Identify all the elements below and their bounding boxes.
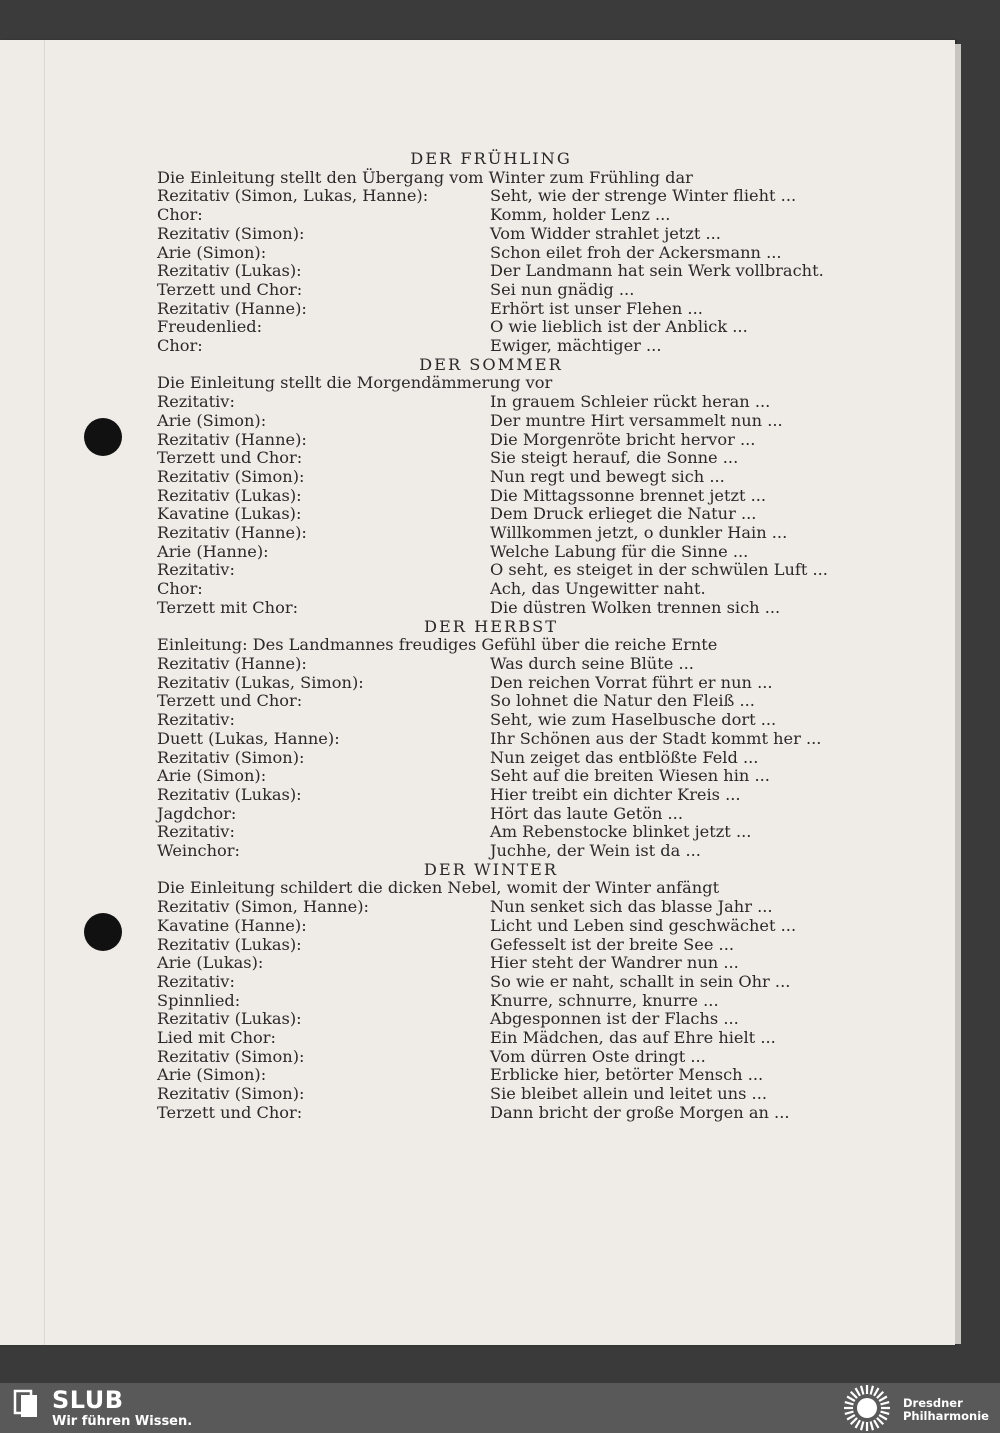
- philharmonie-sunburst-icon[interactable]: [841, 1384, 893, 1432]
- philharmonie-name[interactable]: [903, 1397, 989, 1423]
- entry-form: Arie (Lukas):: [157, 953, 264, 973]
- program-entry: [157, 318, 857, 337]
- entry-incipit: In grauem Schleier rückt heran ...: [490, 392, 771, 412]
- philharmonie-name-line2: Philharmonie: [903, 1409, 989, 1423]
- entry-incipit: Ewiger, mächtiger ...: [490, 336, 662, 356]
- entry-form: Freudenlied:: [157, 317, 263, 337]
- program-entry: [157, 674, 857, 693]
- sunburst-ray: [851, 1392, 857, 1398]
- entry-incipit: Die Morgenröte bricht hervor ...: [490, 429, 756, 449]
- program-entry: [157, 468, 857, 487]
- program-entry: [157, 842, 857, 861]
- entry-incipit: Welche Labung für die Sinne ...: [490, 541, 749, 561]
- entry-form: Kavatine (Hanne):: [157, 915, 307, 935]
- program-entry: [157, 786, 857, 805]
- program-entry: [157, 300, 857, 319]
- program-entry: [157, 412, 857, 431]
- entry-incipit: Hier steht der Wandrer nun ...: [490, 953, 739, 973]
- entry-form: Chor:: [157, 336, 203, 356]
- entry-form: Rezitativ (Simon):: [157, 223, 305, 243]
- program-entry: [157, 225, 857, 244]
- program-entry: [157, 561, 857, 580]
- entry-incipit: Sie bleibet allein und leitet uns ...: [490, 1084, 767, 1104]
- entry-incipit: Dann bricht der große Morgen an ...: [490, 1102, 790, 1122]
- binding-fold-line: [44, 40, 45, 1345]
- sunburst-ray: [874, 1388, 879, 1396]
- program-entry: [157, 936, 857, 955]
- program-entry: [157, 337, 857, 356]
- entry-form: Terzett und Chor:: [157, 1102, 303, 1122]
- entry-form: Rezitativ:: [157, 971, 235, 991]
- entry-form: Arie (Hanne):: [157, 541, 269, 561]
- program-entry: [157, 917, 857, 936]
- entry-form: Rezitativ (Lukas):: [157, 934, 302, 954]
- entry-form: Rezitativ (Lukas):: [157, 784, 302, 804]
- page-edge: [955, 44, 961, 1344]
- program-entry: [157, 749, 857, 768]
- entry-form: Rezitativ:: [157, 710, 235, 730]
- entry-form: Rezitativ (Lukas):: [157, 1009, 302, 1029]
- program-entry: [157, 487, 857, 506]
- entry-form: Arie (Simon):: [157, 766, 267, 786]
- program-entry: [157, 393, 857, 412]
- viewer-footer-bar: [0, 1383, 1000, 1433]
- entry-form: Terzett und Chor:: [157, 691, 303, 711]
- program-entry: [157, 599, 857, 618]
- entry-form: Rezitativ (Hanne):: [157, 653, 307, 673]
- section-title: DER SOMMER: [419, 354, 563, 374]
- sunburst-ray: [877, 1392, 883, 1398]
- program-entry: [157, 262, 857, 281]
- section-intro: Die Einleitung schildert die dicken Nebel, womit der Winter anfängt: [157, 878, 720, 898]
- sunburst-ray: [874, 1420, 879, 1428]
- entry-incipit: Seht auf die breiten Wiesen hin ...: [490, 766, 770, 786]
- program-entry: [157, 973, 857, 992]
- entry-form: Rezitativ:: [157, 560, 235, 580]
- program-entry: [157, 580, 857, 599]
- season-section: [157, 861, 857, 1123]
- entry-form: Lied mit Chor:: [157, 1028, 276, 1048]
- entry-incipit: Abgesponnen ist der Flachs ...: [490, 1009, 739, 1029]
- entry-form: Rezitativ (Lukas):: [157, 261, 302, 281]
- program-entry: [157, 1104, 857, 1123]
- punch-hole-lower: [84, 913, 122, 951]
- entry-form: Terzett und Chor:: [157, 448, 303, 468]
- entry-incipit: So lohnet die Natur den Fleiß ...: [490, 691, 755, 711]
- sunburst-ray: [845, 1402, 854, 1404]
- entry-form: Terzett und Chor:: [157, 279, 303, 299]
- entry-incipit: Nun senket sich das blasse Jahr ...: [490, 897, 773, 917]
- entry-incipit: Sei nun gnädig ...: [490, 279, 635, 299]
- entry-incipit: Die Mittagssonne brennet jetzt ...: [490, 485, 767, 505]
- program-entry: [157, 805, 857, 824]
- entry-form: Rezitativ (Hanne):: [157, 523, 307, 543]
- entry-incipit: Der muntre Hirt versammelt nun ...: [490, 410, 783, 430]
- program-entry: [157, 524, 857, 543]
- sunburst-ray: [881, 1412, 890, 1414]
- entry-incipit: O seht, es steiget in der schwülen Luft ...: [490, 560, 828, 580]
- program-entry: [157, 281, 857, 300]
- program-listing: [157, 150, 857, 1123]
- program-entry: [157, 1048, 857, 1067]
- entry-incipit: Sie steigt herauf, die Sonne ...: [490, 448, 739, 468]
- entry-incipit: Willkommen jetzt, o dunkler Hain ...: [490, 523, 788, 543]
- entry-incipit: Dem Druck erlieget die Natur ...: [490, 504, 757, 524]
- entry-form: Rezitativ (Hanne):: [157, 429, 307, 449]
- section-intro: Die Einleitung stellt den Übergang vom Winter zum Frühling dar: [157, 167, 693, 187]
- sunburst-ray: [881, 1402, 890, 1404]
- season-section: [157, 150, 857, 356]
- punch-hole-upper: [84, 418, 122, 456]
- entry-form: Arie (Simon):: [157, 410, 267, 430]
- season-section: [157, 618, 857, 861]
- entry-form: Arie (Simon):: [157, 1065, 267, 1085]
- program-entry: [157, 206, 857, 225]
- entry-form: Kavatine (Lukas):: [157, 504, 302, 524]
- entry-incipit: Erblicke hier, betörter Mensch ...: [490, 1065, 764, 1085]
- program-entry: [157, 1010, 857, 1029]
- entry-form: Rezitativ (Simon):: [157, 1084, 305, 1104]
- entry-form: Rezitativ (Lukas):: [157, 485, 302, 505]
- program-entry: [157, 655, 857, 674]
- program-entry: [157, 543, 857, 562]
- entry-incipit: Knurre, schnurre, knurre ...: [490, 990, 719, 1010]
- entry-incipit: Erhört ist unser Flehen ...: [490, 298, 703, 318]
- entry-incipit: Hier treibt ein dichter Kreis ...: [490, 784, 741, 804]
- entry-incipit: Vom dürren Oste dringt ...: [490, 1046, 706, 1066]
- entry-incipit: Was durch seine Blüte ...: [490, 653, 694, 673]
- section-intro: Einleitung: Des Landmannes freudiges Gefühl über die reiche Ernte: [157, 635, 718, 655]
- entry-incipit: Hört das laute Getön ...: [490, 803, 683, 823]
- program-entry: [157, 954, 857, 973]
- sunburst-ray: [871, 1422, 873, 1431]
- program-entry: [157, 449, 857, 468]
- entry-form: Rezitativ:: [157, 822, 235, 842]
- entry-incipit: Den reichen Vorrat führt er nun ...: [490, 672, 773, 692]
- slub-brand[interactable]: SLUB: [52, 1386, 124, 1414]
- entry-incipit: Nun zeiget das entblößte Feld ...: [490, 747, 759, 767]
- section-title: DER FRÜHLING: [410, 149, 572, 168]
- sunburst-ray: [847, 1415, 855, 1420]
- slub-logo-icon[interactable]: [13, 1389, 39, 1419]
- entry-form: Rezitativ (Simon):: [157, 1046, 305, 1066]
- scan-background: [0, 0, 1000, 40]
- entry-form: Spinnlied:: [157, 990, 241, 1010]
- entry-incipit: Am Rebenstocke blinket jetzt ...: [490, 822, 752, 842]
- entry-form: Rezitativ:: [157, 392, 235, 412]
- program-entry: [157, 823, 857, 842]
- entry-incipit: Ihr Schönen aus der Stadt kommt her ...: [490, 728, 822, 748]
- entry-form: Jagdchor:: [157, 803, 237, 823]
- entry-form: Arie (Simon):: [157, 242, 267, 262]
- entry-incipit: Seht, wie zum Haselbusche dort ...: [490, 710, 777, 730]
- section-intro: Die Einleitung stellt die Morgendämmerung vor: [157, 373, 553, 393]
- program-entry: [157, 711, 857, 730]
- program-entry: [157, 730, 857, 749]
- entry-form: Chor:: [157, 205, 203, 225]
- season-section: [157, 356, 857, 618]
- entry-form: Rezitativ (Simon, Hanne):: [157, 897, 369, 917]
- entry-form: Rezitativ (Lukas, Simon):: [157, 672, 364, 692]
- entry-incipit: Licht und Leben sind geschwächet ...: [490, 915, 797, 935]
- entry-incipit: Seht, wie der strenge Winter flieht ...: [490, 186, 797, 206]
- entry-form: Rezitativ (Simon, Lukas, Hanne):: [157, 186, 429, 206]
- slub-tagline: Wir führen Wissen.: [52, 1414, 193, 1429]
- entry-incipit: Nun regt und bewegt sich ...: [490, 466, 725, 486]
- entry-incipit: Gefesselt ist der breite See ...: [490, 934, 734, 954]
- program-entry: [157, 1029, 857, 1048]
- sunburst-ray: [879, 1397, 887, 1402]
- philharmonie-name-line1: Dresdner: [903, 1396, 963, 1410]
- entry-form: Terzett mit Chor:: [157, 597, 299, 617]
- section-title: DER WINTER: [423, 859, 559, 879]
- entry-form: Rezitativ (Simon):: [157, 466, 305, 486]
- entry-form: Duett (Lukas, Hanne):: [157, 728, 340, 748]
- entry-incipit: Ein Mädchen, das auf Ehre hielt ...: [490, 1028, 776, 1048]
- program-entry: [157, 505, 857, 524]
- sunburst-center: [857, 1398, 877, 1418]
- program-entry: [157, 898, 857, 917]
- program-entry: [157, 992, 857, 1011]
- entry-incipit: Komm, holder Lenz ...: [490, 205, 671, 225]
- program-entry: [157, 1085, 857, 1104]
- entry-incipit: Ach, das Ungewitter naht.: [490, 579, 706, 599]
- sunburst-ray: [861, 1386, 863, 1395]
- sunburst-ray: [856, 1388, 861, 1396]
- entry-form: Chor:: [157, 579, 203, 599]
- entry-form: Weinchor:: [157, 841, 240, 861]
- program-entry: [157, 187, 857, 206]
- program-entry: [157, 767, 857, 786]
- entry-form: Rezitativ (Hanne):: [157, 298, 307, 318]
- sunburst-ray: [851, 1418, 857, 1424]
- sunburst-ray: [847, 1397, 855, 1402]
- sunburst-ray: [877, 1418, 883, 1424]
- program-entry: [157, 431, 857, 450]
- sunburst-ray: [845, 1412, 854, 1414]
- entry-form: Rezitativ (Simon):: [157, 747, 305, 767]
- entry-incipit: Der Landmann hat sein Werk vollbracht.: [490, 261, 824, 281]
- section-title: DER HERBST: [423, 616, 559, 636]
- program-entry: [157, 1066, 857, 1085]
- entry-incipit: So wie er naht, schallt in sein Ohr ...: [490, 971, 791, 991]
- sunburst-ray: [856, 1420, 861, 1428]
- entry-incipit: Vom Widder strahlet jetzt ...: [490, 223, 721, 243]
- entry-incipit: Die düstren Wolken trennen sich ...: [490, 597, 781, 617]
- program-entry: [157, 244, 857, 263]
- entry-incipit: O wie lieblich ist der Anblick ...: [490, 317, 748, 337]
- sunburst-ray: [861, 1422, 863, 1431]
- program-entry: [157, 692, 857, 711]
- sunburst-ray: [879, 1415, 887, 1420]
- entry-incipit: Schon eilet froh der Ackersmann ...: [490, 242, 782, 262]
- sunburst-ray: [871, 1386, 873, 1395]
- entry-incipit: Juchhe, der Wein ist da ...: [490, 841, 701, 861]
